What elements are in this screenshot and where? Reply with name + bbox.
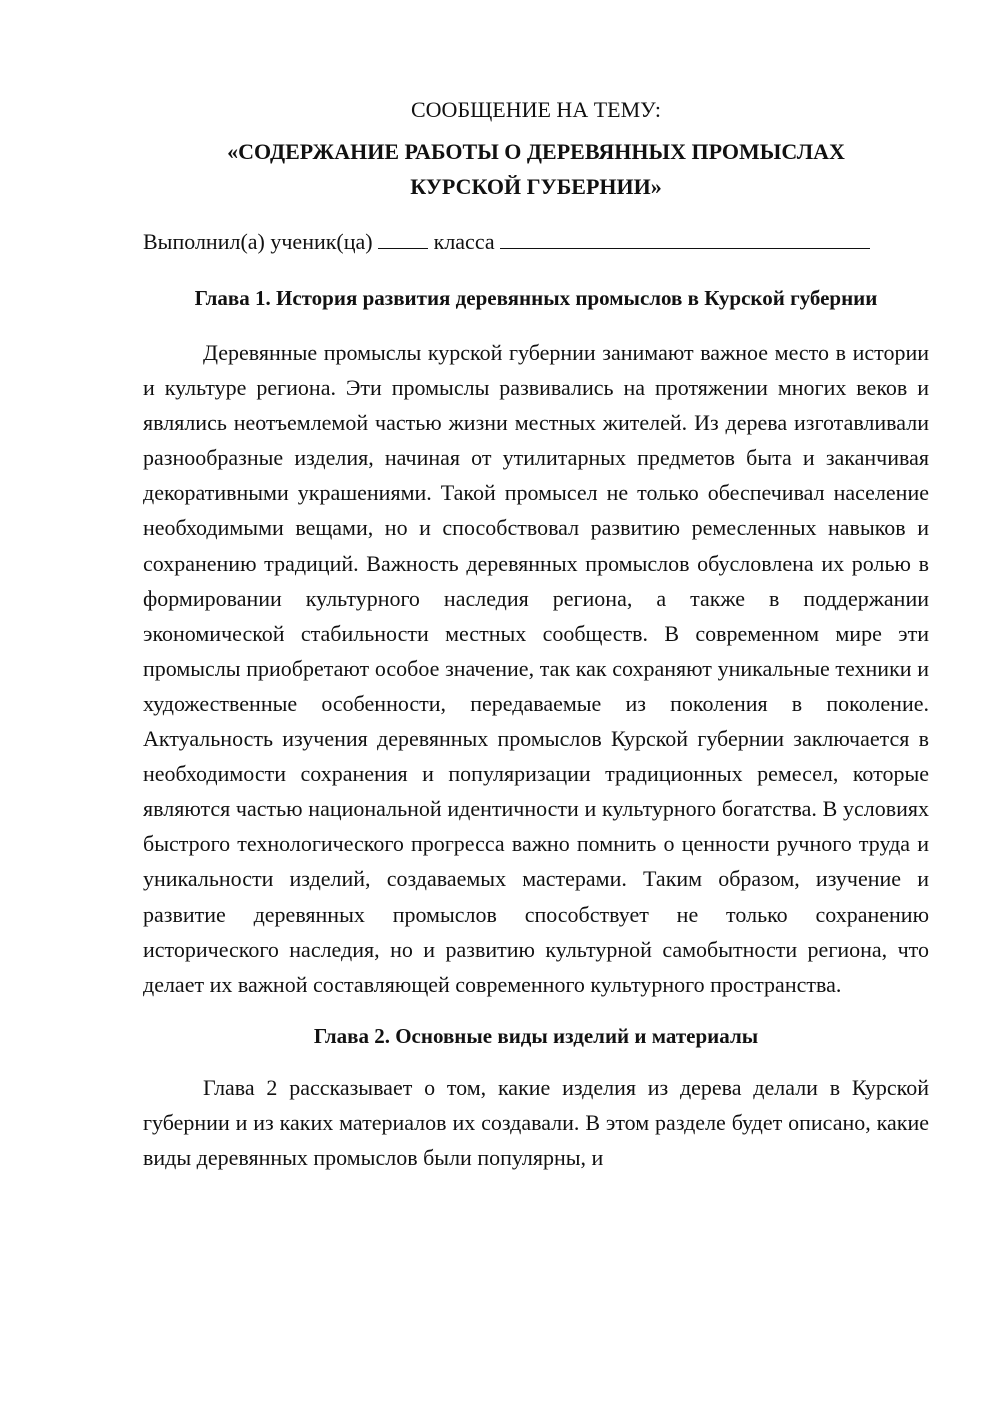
name-blank <box>500 224 870 249</box>
chapter-2-heading: Глава 2. Основные виды изделий и материалы <box>313 1023 759 1048</box>
title-line-2: КУРСКОЙ ГУБЕРНИИ» <box>410 174 662 199</box>
chapter-1-paragraph: Деревянные промыслы курской губернии занимают важное место в истории и культуре региона. Эти промыслы развивались на протяжении многих веков и являлись неотъемлемой частью жизни местных жителей. Из дерева изготавливали разнообразные изделия, начиная от утилитарных предметов быта и заканчивая декоративными украшениями. Такой промысел не только обеспечивал население необходимыми вещами, но и способствовал развитию ремесленных навыков и сохранению традиций. Важность деревянных промыслов обусловлена их ролью в формировании культурного наследия региона, а также в поддержании экономической стабильности местных сообществ. В современном мире эти промыслы приобретают особое значение, так как сохраняют уникальные техники и художественные особенности, передаваемые из поколения в поколение. Актуальность изучения деревянных промыслов Курской губернии заключается в необходимости сохранения и популяризации традиционных ремесел, которые являются частью национальной идентичности и культурного богатства. В условиях быстрого технологического прогресса важно помнить о ценности ручного труда и уникальности изделий, создаваемых мастерами. Таким образом, изучение и развитие деревянных промыслов способствует не только сохранению исторического наследия, но и развитию культурной самобытности региона, что делает их важной составляющей современного культурного пространства. <box>143 340 929 997</box>
author-line <box>143 224 929 259</box>
document-title <box>143 134 929 204</box>
author-prefix: Выполнил(а) ученик(ца) <box>143 229 373 254</box>
document-header: СООБЩЕНИЕ НА ТЕМУ: <box>411 97 661 122</box>
chapter-2-paragraph: Глава 2 рассказывает о том, какие изделия из дерева делали в Курской губернии и из каких материалов их создавали. В этом разделе будет описано, какие виды деревянных промыслов были популярны, и <box>143 1074 929 1170</box>
document-page <box>143 92 929 1175</box>
class-label: класса <box>433 229 495 254</box>
class-number-blank <box>378 224 428 249</box>
chapter-1-heading: Глава 1. История развития деревянных промыслов в Курской губернии <box>194 286 878 310</box>
title-line-1: «СОДЕРЖАНИЕ РАБОТЫ О ДЕРЕВЯННЫХ ПРОМЫСЛАХ <box>227 139 845 164</box>
